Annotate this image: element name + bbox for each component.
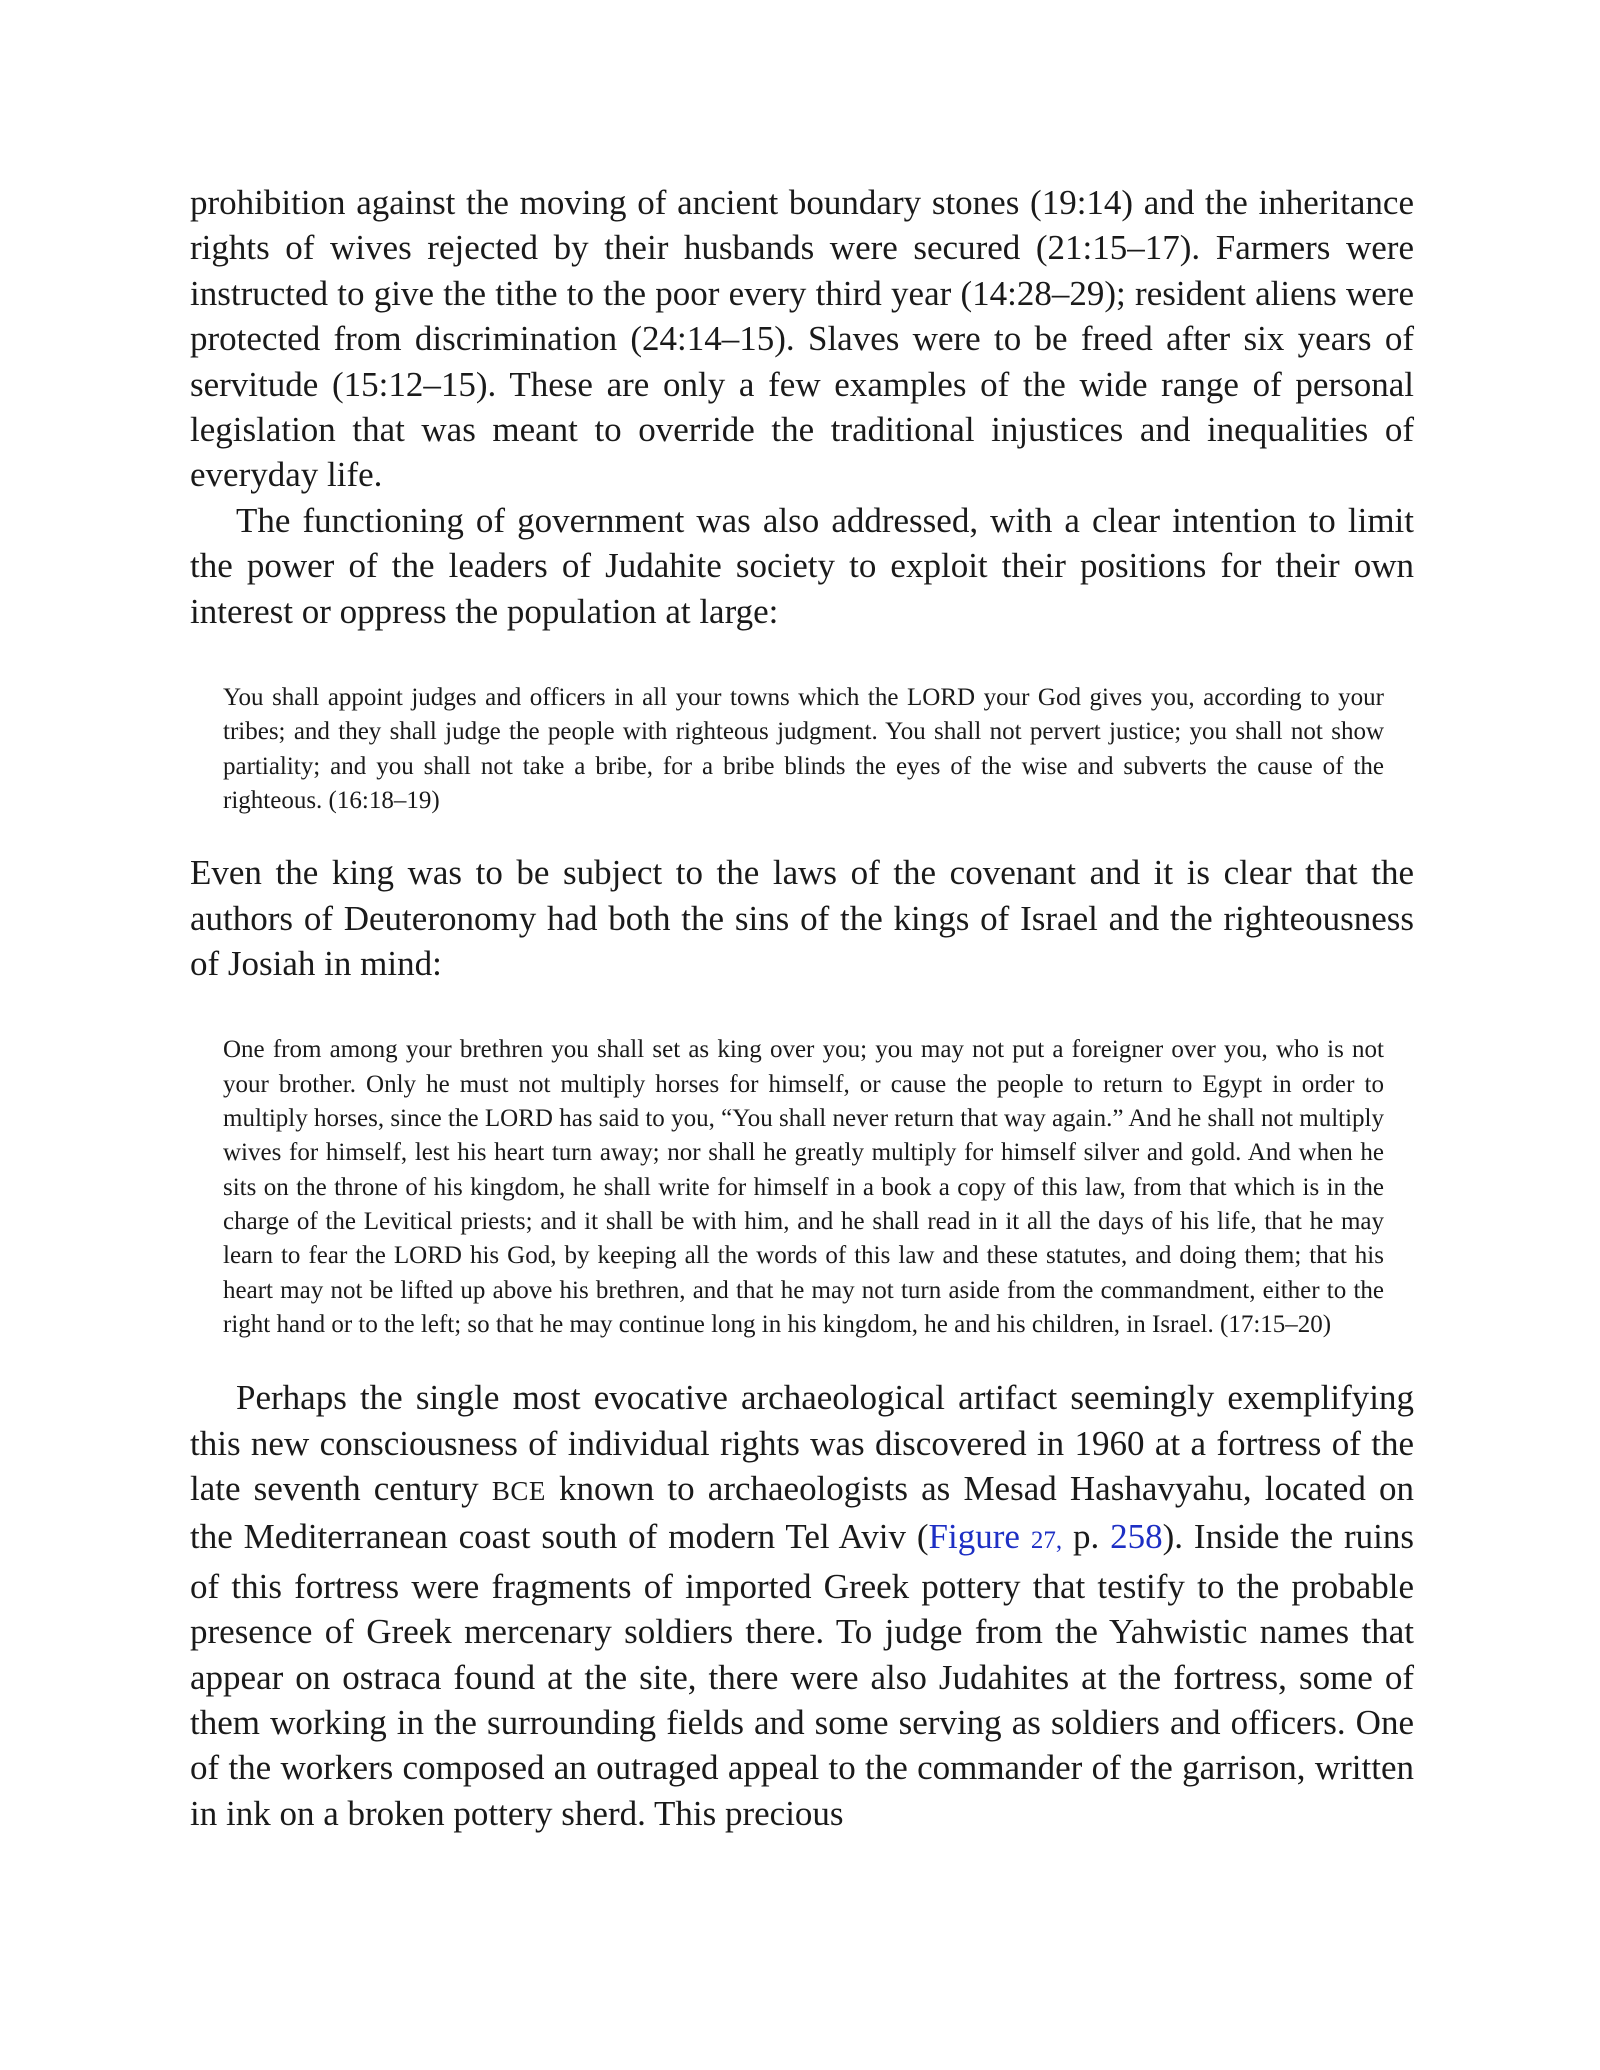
block-quote-judges: You shall appoint judges and officers in all your towns which the LORD your God gives you, according to your tribes; and they shall judge the people with righteous judgment. You shall not pervert justice; you shall not show partiality; and you shall not take a bribe, for a bribe blinds the eyes of the wise and subverts the cause of the righteous. (16:18–19) bbox=[223, 684, 1384, 814]
figure-link[interactable]: Figure bbox=[928, 1517, 1020, 1557]
paragraph-continuation: prohibition against the moving of ancient boundary stones (19:14) and the inheritance rights of wives rejected by their husbands were secured (21:15–17). Farmers were instructed to give the tithe to the poor every third year (14:28–29); resident aliens were protected from discrimination (24:14–15). Slaves were to be freed after six years of servitude (15:12–15). These are only a few examples of the wide range of personal legislation that was meant to override the traditional injustices and inequalities of everyday life. bbox=[190, 183, 1414, 495]
page-number-link[interactable]: 258 bbox=[1110, 1517, 1163, 1557]
block-quote-king: One from among your brethren you shall set as king over you; you may not put a foreigner over you, who is not your brother. Only he must not multiply horses for himself, or cause the people to return to Egypt in order to multiply horses, since the LORD has said to you, “You shall never return that way again.” And he shall not multiply wives for himself, lest his heart turn away; nor shall he greatly multiply for himself silver and gold. And when he sits on the throne of his kingdom, he shall write for himself in a book a copy of this law, from that which is in the charge of the Levitical priests; and it shall be with him, and he shall read in it all the days of his life, that he may learn to fear the LORD his God, by keeping all the words of this law and these statutes, and doing them; that his heart may not be lifted up above his brethren, and that he may not turn aside from the commandment, either to the right hand or to the left; so that he may continue long in his kingdom, he and his children, in Israel. (17:15–20) bbox=[223, 1036, 1384, 1338]
paragraph-artifact bbox=[190, 1375, 1414, 1836]
paragraph-artifact-text-1: Perhaps the single most evocative archaeological artifact seemingly exemplifying this new consciousness of individual rights was discovered in 1960 at a fortress of the late seventh century bbox=[190, 1378, 1414, 1508]
paragraph-artifact-text-3: ). Inside the ruins of this fortress were fragments of imported Greek pottery that testify to the probable presence of Greek mercenary soldiers there. To judge from the Yahwistic names that appear on ostraca found at the site, there were also Judahites at the fortress, some of them working in the surrounding fields and some serving as soldiers and officers. One of the workers composed an outraged appeal to the commander of the garrison, written in ink on a broken pottery sherd. This precious bbox=[190, 1517, 1415, 1833]
page-content bbox=[190, 180, 1414, 1836]
figure-number-link[interactable]: 27, bbox=[1030, 1527, 1063, 1555]
paragraph-artifact-text-2: known to archaeologists as Mesad Hashavyahu, located on the Mediterranean coast south of modern Tel Aviv ( bbox=[190, 1468, 1414, 1557]
paragraph-king: Even the king was to be subject to the laws of the covenant and it is clear that the authors of Deuteronomy had both the sins of the kings of Israel and the righteousness of Josiah in mind: bbox=[190, 853, 1414, 984]
page-prefix-text: p. bbox=[1062, 1517, 1111, 1557]
paragraph-government: The functioning of government was also addressed, with a clear intention to limit the power of the leaders of Judahite society to exploit their positions for their own interest or oppress the population at large: bbox=[190, 500, 1414, 631]
era-abbreviation: BCE bbox=[491, 1475, 546, 1506]
